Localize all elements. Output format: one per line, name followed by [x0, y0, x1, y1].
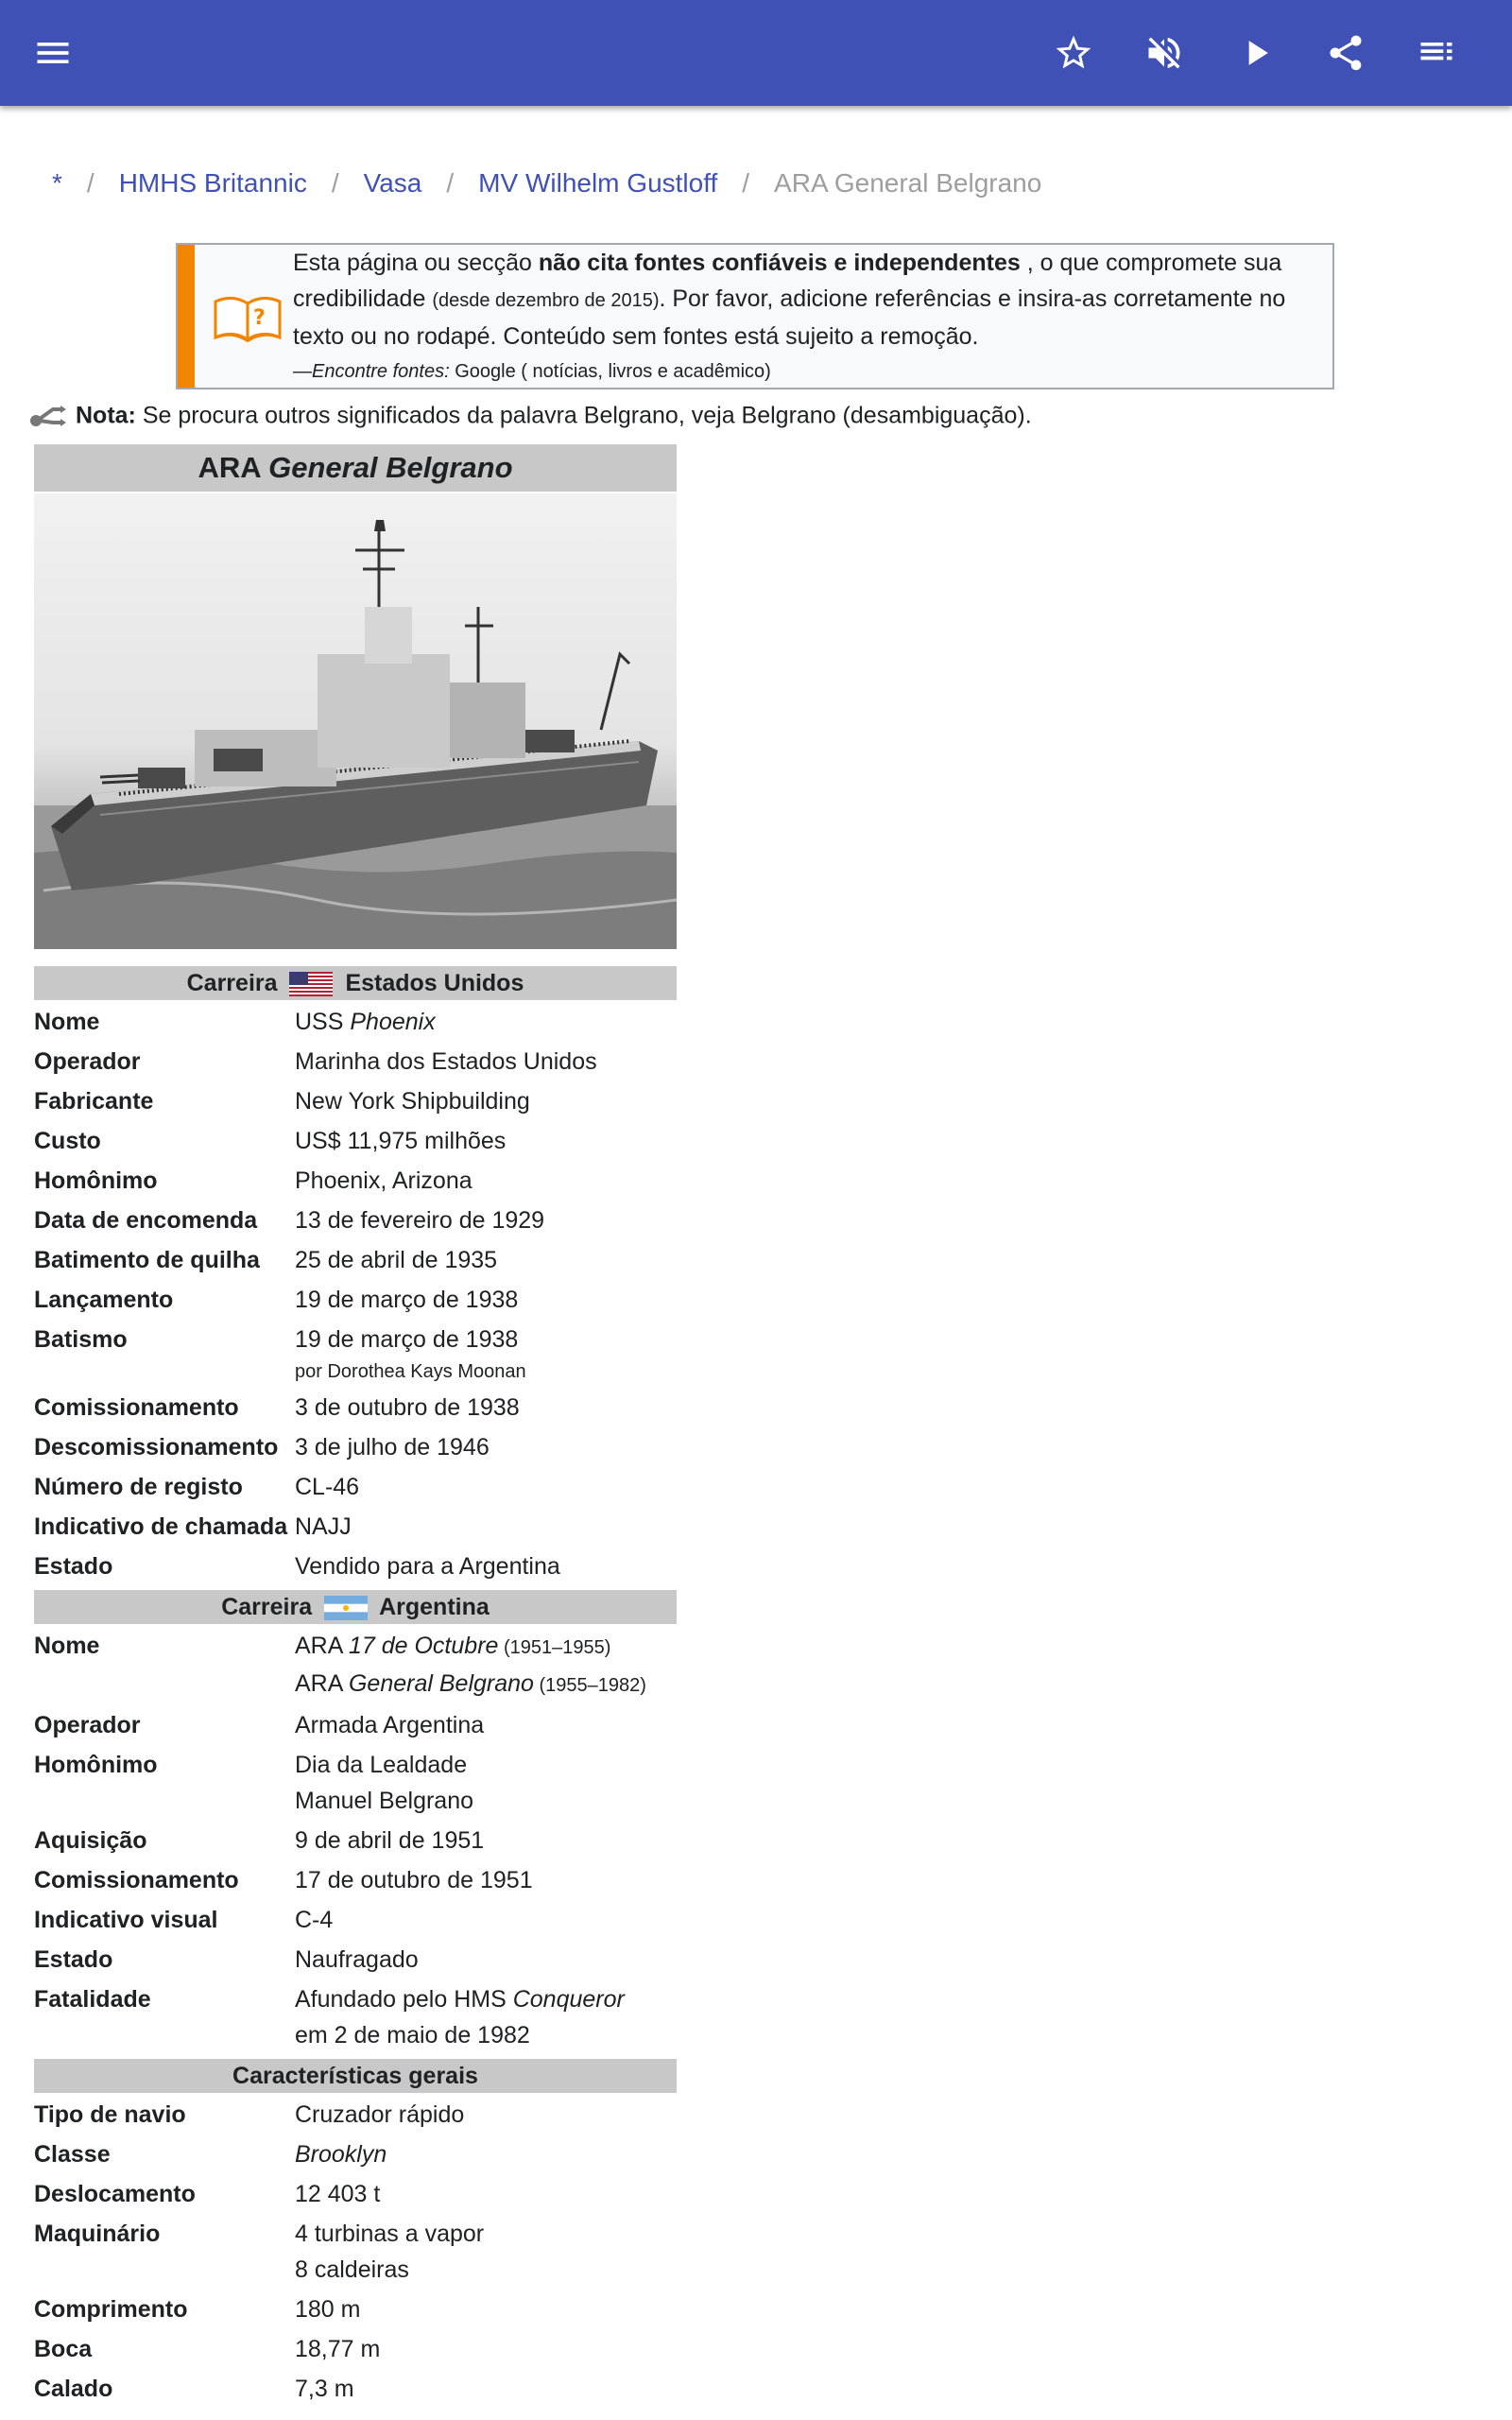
value-years: (1955–1982): [533, 1675, 646, 1696]
value-italic: Phoenix: [350, 1009, 436, 1035]
value-italic: General Belgrano: [348, 1670, 534, 1697]
ship-infobox: [34, 444, 677, 2407]
breadcrumb-item-vasa[interactable]: Vasa: [363, 168, 422, 198]
row-operador-ar: [34, 1707, 677, 1743]
row-tipo: [34, 2097, 677, 2133]
breadcrumb-item-root[interactable]: *: [52, 168, 62, 198]
value-line: 4 turbinas a vapor: [295, 2221, 485, 2247]
value-line: [295, 1666, 677, 1703]
title-ship-name: General Belgrano: [268, 451, 513, 484]
value-part: Afundado pelo HMS: [295, 1986, 513, 2013]
row-label: Fabricante: [34, 1088, 154, 1115]
sources-label: Encontre fontes:: [312, 361, 450, 382]
row-value: CL-46: [295, 1474, 360, 1500]
row-value: [295, 2216, 677, 2288]
row-value: 9 de abril de 1951: [295, 1827, 485, 1854]
row-lancamento: [34, 1282, 677, 1318]
row-label: Operador: [34, 1048, 141, 1075]
row-value: Vendido para a Argentina: [295, 1553, 560, 1580]
warning-text-part: , o que compromete sua: [1020, 250, 1282, 276]
row-value[interactable]: Cruzador rápido: [295, 2101, 465, 2128]
row-label: Estado: [34, 1553, 113, 1580]
value-part: USS: [295, 1009, 351, 1035]
row-value: US$ 11,975 milhões: [295, 1128, 507, 1154]
row-comprimento: [34, 2291, 677, 2327]
row-fabricante: [34, 1083, 677, 1119]
section-label: Carreira: [221, 1594, 313, 1620]
row-label: Deslocamento: [34, 2181, 196, 2207]
row-value[interactable]: Phoenix, Arizona: [295, 1167, 472, 1194]
star-icon[interactable]: [1051, 30, 1096, 76]
section-header-general: [34, 2059, 677, 2093]
value-line: em 2 de maio de 1982: [295, 2022, 530, 2048]
row-fatalidade: [34, 1981, 677, 2053]
row-label: Calado: [34, 2376, 113, 2402]
book-question-icon: [210, 283, 285, 349]
row-value: [295, 1747, 677, 1819]
value-subnote: por Dorothea Kays Moonan: [295, 1361, 526, 1382]
value-line: 8 caldeiras: [295, 2256, 409, 2283]
row-label: Comissionamento: [34, 1394, 239, 1421]
row-label: Nome: [34, 1009, 100, 1035]
row-label: Indicativo de chamada: [34, 1513, 288, 1540]
warning-date: (desde dezembro de 2015): [432, 290, 660, 311]
row-label: Tipo de navio: [34, 2101, 186, 2128]
row-label: Número de registo: [34, 1474, 243, 1500]
play-icon[interactable]: [1233, 30, 1279, 76]
note-label: Nota:: [76, 402, 136, 429]
breadcrumb-item-britannic[interactable]: HMHS Britannic: [118, 168, 307, 198]
row-label: Maquinário: [34, 2221, 161, 2247]
unsourced-warning-box: [176, 243, 1334, 389]
warning-text-bold: não cita fontes confiáveis e independentes: [538, 250, 1021, 276]
row-value: 3 de julho de 1946: [295, 1434, 490, 1461]
row-classe: [34, 2136, 677, 2172]
row-value: [295, 1004, 677, 1040]
section-label: Carreira: [186, 970, 278, 996]
find-sources-line: [293, 358, 1323, 385]
warning-text-part: Esta página ou secção: [293, 250, 539, 276]
row-operador-us: [34, 1044, 677, 1080]
warning-text-part: texto ou no rodapé. Conteúdo sem fontes está sujeito a remoção.: [293, 323, 979, 350]
row-value: 18,77 m: [295, 2336, 381, 2362]
row-value: [295, 2136, 677, 2172]
row-maquinario: [34, 2216, 677, 2288]
row-indicativo-visual: [34, 1902, 677, 1938]
row-value: 3 de outubro de 1938: [295, 1394, 520, 1421]
row-value[interactable]: Marinha dos Estados Unidos: [295, 1048, 597, 1075]
row-label: Custo: [34, 1128, 101, 1154]
sources-dash: —: [293, 361, 312, 382]
value-line: [295, 1981, 677, 2017]
row-value: [295, 1322, 677, 1386]
breadcrumb: [52, 168, 1041, 199]
value-line: 19 de março de 1938: [295, 1326, 519, 1353]
row-nome-us: [34, 1004, 677, 1040]
row-estado-us: [34, 1548, 677, 1584]
breadcrumb-separator: /: [742, 168, 750, 198]
value-years: (1951–1955): [498, 1637, 611, 1658]
row-label: Lançamento: [34, 1287, 174, 1313]
row-label: Aquisição: [34, 1827, 147, 1854]
warning-text: [293, 245, 1323, 385]
breadcrumb-separator: /: [331, 168, 339, 198]
row-value[interactable]: Armada Argentina: [295, 1712, 485, 1738]
section-header-us-career: [34, 966, 677, 1000]
breadcrumb-item-gustloff[interactable]: MV Wilhelm Gustloff: [478, 168, 718, 198]
row-comissionamento-ar: [34, 1862, 677, 1898]
infobox-title: [34, 444, 677, 492]
row-value: 7,3 m: [295, 2376, 354, 2402]
row-value[interactable]: New York Shipbuilding: [295, 1088, 530, 1115]
row-label: Classe: [34, 2141, 111, 2168]
section-label: Características gerais: [232, 2063, 478, 2089]
row-estado-ar: [34, 1942, 677, 1978]
value-italic[interactable]: Brooklyn: [295, 2141, 387, 2168]
value-part: ARA: [295, 1633, 349, 1659]
row-value: 25 de abril de 1935: [295, 1247, 498, 1273]
row-homonimo-us: [34, 1163, 677, 1199]
row-value: 17 de outubro de 1951: [295, 1867, 533, 1893]
row-registo: [34, 1469, 677, 1505]
row-boca: [34, 2331, 677, 2367]
value-line: [295, 1628, 677, 1666]
row-label: Batismo: [34, 1326, 128, 1353]
value-part: ARA: [295, 1670, 349, 1697]
row-value: 13 de fevereiro de 1929: [295, 1207, 545, 1234]
warning-text-part: credibilidade: [293, 285, 433, 312]
disambiguation-icon: [28, 402, 68, 432]
row-label: Descomissionamento: [34, 1434, 279, 1461]
argentina-flag-icon: [324, 1596, 368, 1620]
us-flag-icon: [289, 972, 333, 996]
row-value: 12 403 t: [295, 2181, 381, 2207]
menu-icon[interactable]: [30, 30, 76, 76]
row-descomissionamento: [34, 1429, 677, 1465]
value-line[interactable]: Dia da Lealdade: [295, 1752, 468, 1778]
share-icon[interactable]: [1323, 30, 1368, 76]
row-label: Homônimo: [34, 1167, 158, 1194]
section-country: Estados Unidos: [345, 970, 524, 996]
row-deslocamento: [34, 2176, 677, 2212]
row-label: Operador: [34, 1712, 141, 1738]
volume-off-icon[interactable]: [1142, 30, 1187, 76]
warning-text-part: . Por favor, adicione referências e insira-as corretamente no: [659, 285, 1286, 312]
row-value: [295, 1628, 677, 1703]
row-aquisicao: [34, 1823, 677, 1858]
row-label: Boca: [34, 2336, 93, 2362]
row-label: Nome: [34, 1633, 100, 1659]
row-label: Estado: [34, 1946, 113, 1973]
row-label: Data de encomenda: [34, 1207, 258, 1234]
disambiguation-note: [28, 402, 1032, 432]
sources-links[interactable]: Google ( notícias, livros e acadêmico): [449, 361, 771, 382]
svg-text:?: ?: [253, 306, 266, 330]
row-encomenda: [34, 1202, 677, 1238]
section-header-ar-career: [34, 1590, 677, 1624]
row-label: Batimento de quilha: [34, 1247, 260, 1273]
row-nome-ar: [34, 1628, 677, 1703]
warning-stripe: [178, 245, 195, 388]
breadcrumb-current: ARA General Belgrano: [774, 168, 1042, 198]
row-value: Naufragado: [295, 1946, 419, 1973]
value-italic: 17 de Octubre: [348, 1633, 499, 1659]
app-bar: [0, 0, 1512, 106]
ship-photo[interactable]: [34, 493, 677, 949]
row-quilha: [34, 1242, 677, 1278]
note-text[interactable]: Se procura outros significados da palavra Belgrano, veja Belgrano (desambiguação).: [135, 402, 1032, 429]
row-value: 19 de março de 1938: [295, 1287, 519, 1313]
section-country: Argentina: [379, 1594, 490, 1620]
row-label: Comissionamento: [34, 1867, 239, 1893]
row-value: C-4: [295, 1907, 334, 1933]
row-chamada: [34, 1509, 677, 1545]
value-italic[interactable]: Conqueror: [512, 1986, 625, 2013]
row-label: Indicativo visual: [34, 1907, 218, 1933]
row-value: [295, 1981, 677, 2053]
row-value: 180 m: [295, 2296, 361, 2323]
list-icon[interactable]: [1414, 30, 1459, 76]
row-calado: [34, 2371, 677, 2407]
row-custo: [34, 1123, 677, 1159]
value-line[interactable]: Manuel Belgrano: [295, 1788, 474, 1814]
breadcrumb-separator: /: [446, 168, 455, 198]
row-label: Comprimento: [34, 2296, 188, 2323]
row-homonimo-ar: [34, 1747, 677, 1819]
row-batismo: [34, 1322, 677, 1386]
row-comissionamento-us: [34, 1390, 677, 1426]
row-label: Fatalidade: [34, 1986, 151, 2013]
row-value: NAJJ: [295, 1513, 352, 1540]
breadcrumb-separator: /: [86, 168, 94, 198]
title-prefix: ARA: [198, 451, 269, 484]
row-label: Homônimo: [34, 1752, 158, 1778]
